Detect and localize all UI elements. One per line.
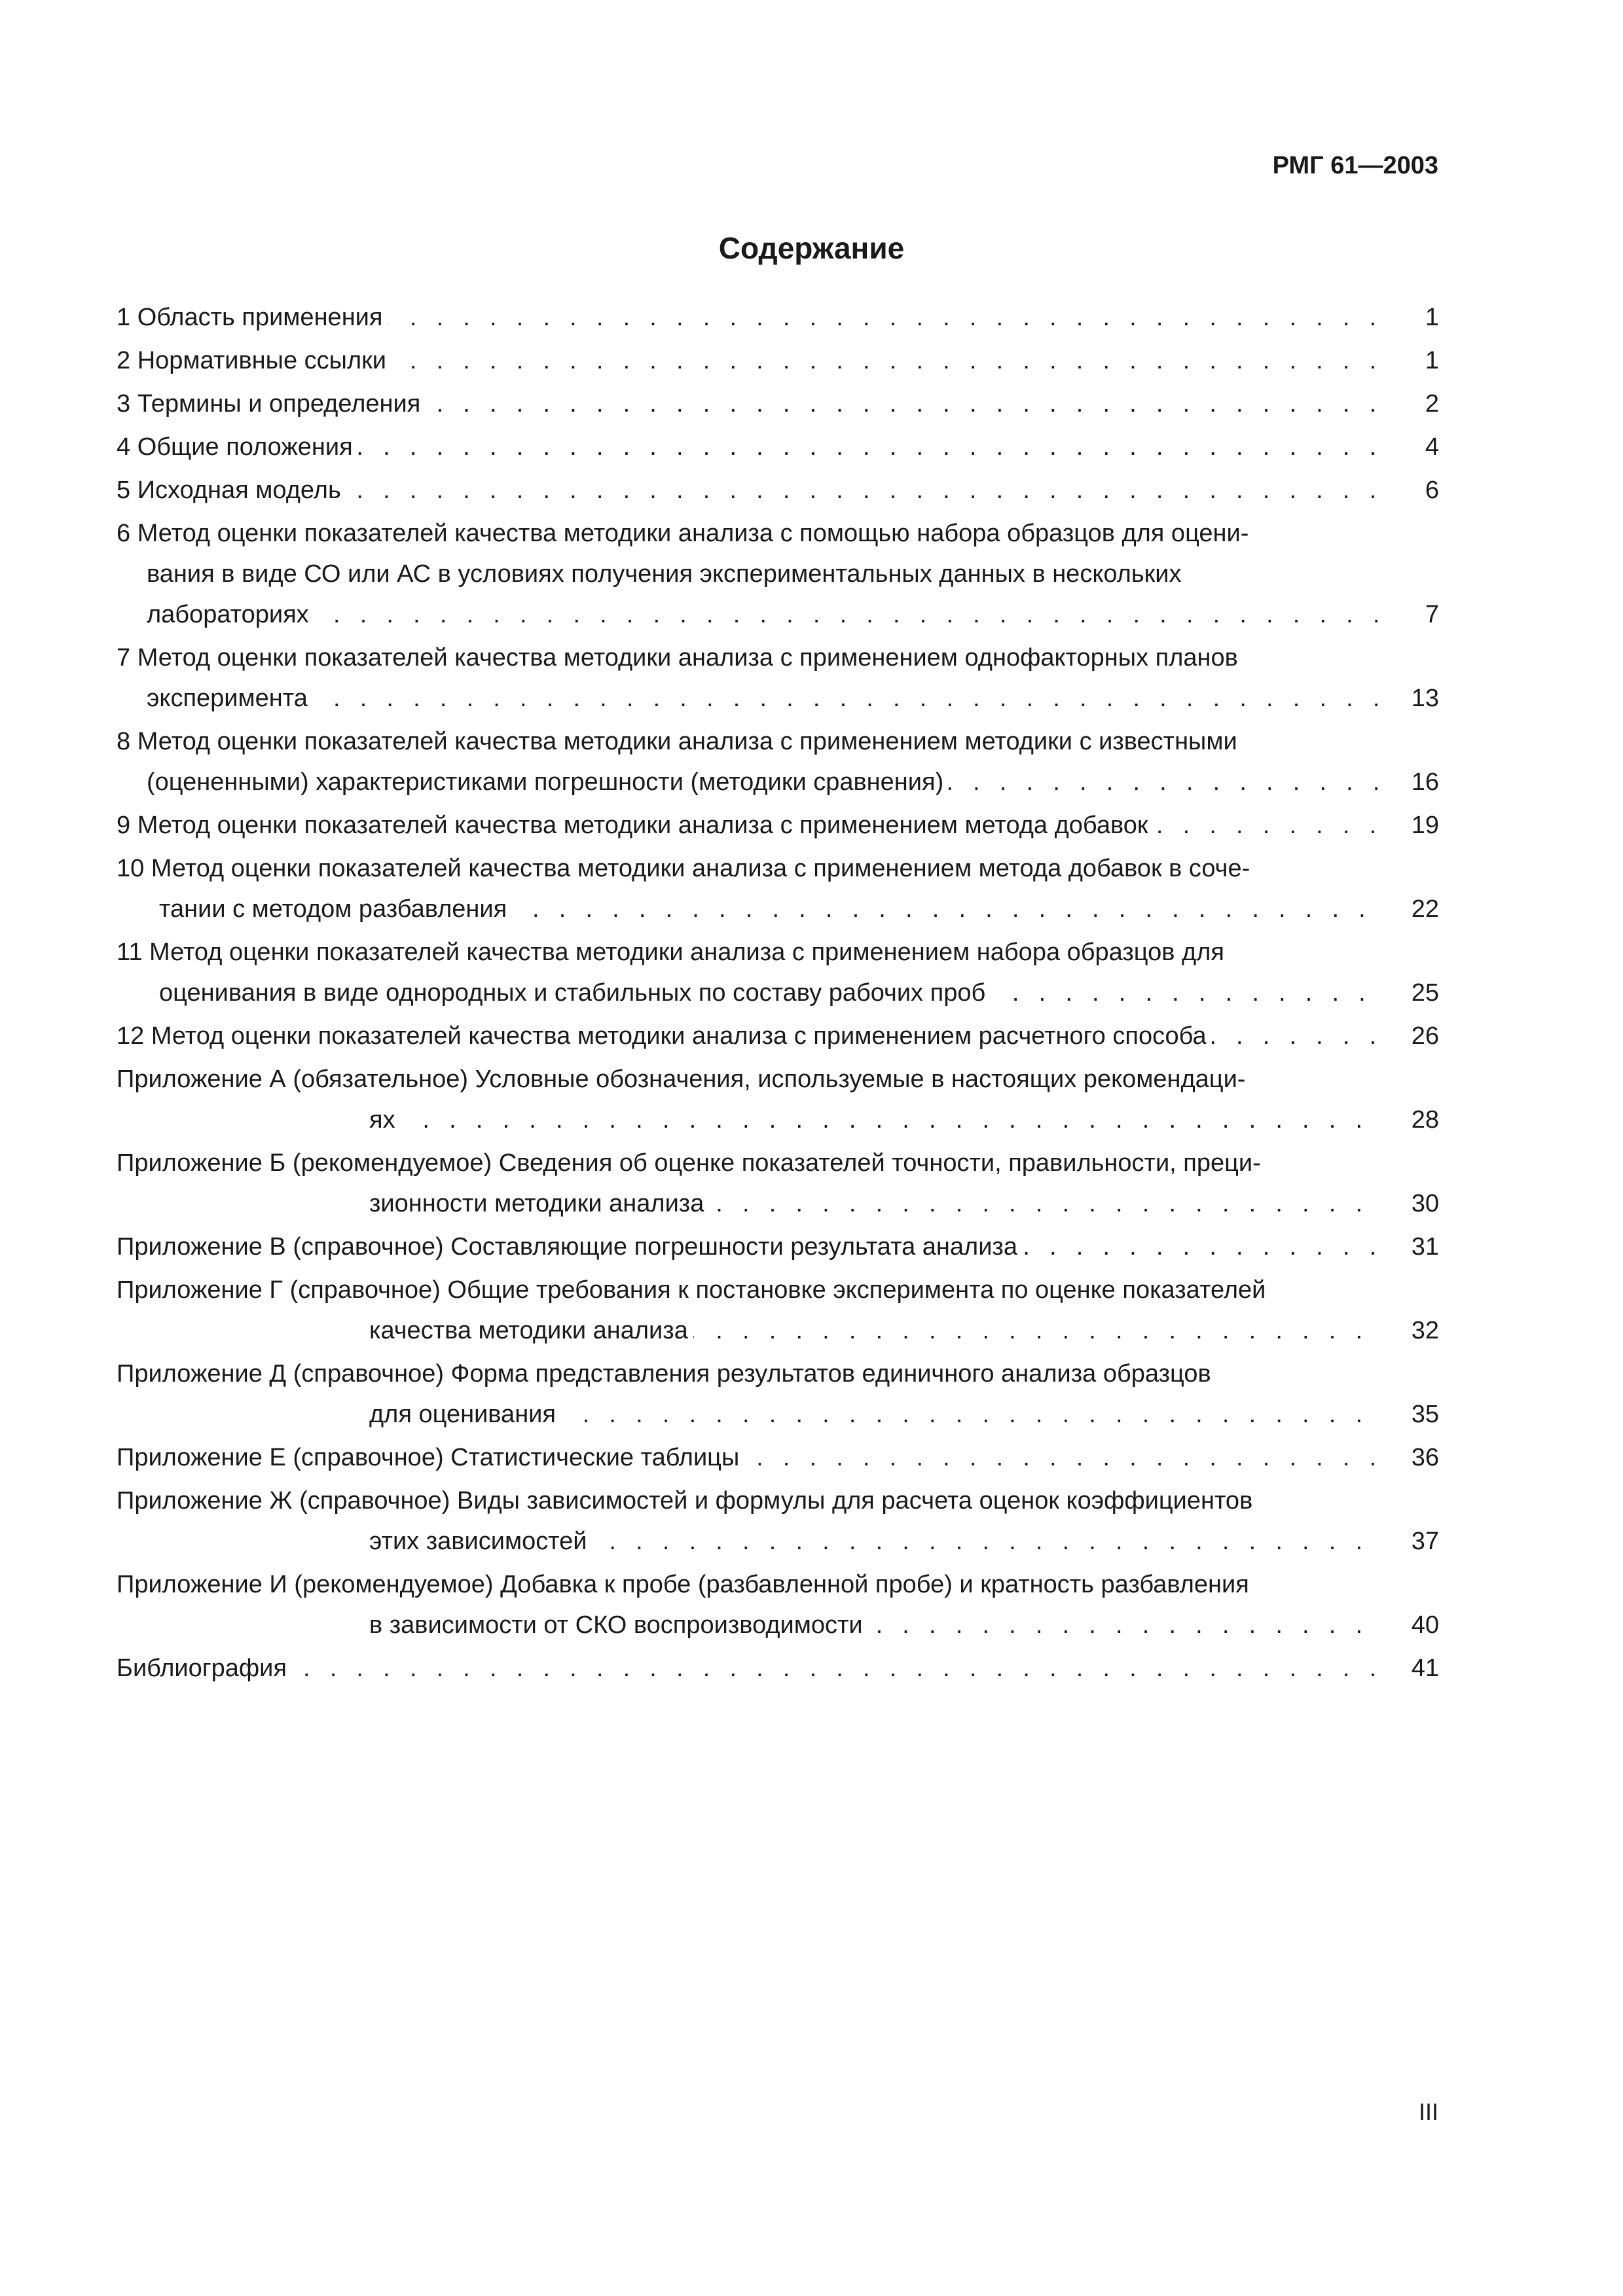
toc-page-number: 26	[1393, 1016, 1439, 1056]
toc-page-number: 16	[1393, 762, 1439, 802]
toc-entry[interactable]	[117, 1016, 1439, 1056]
toc-line: (оцененными) характеристиками погрешности (методики сравнения)	[147, 762, 949, 802]
toc-line: Приложение Ж (справочное) Виды зависимостей и формулы для расчета оценок коэффициентов	[117, 1487, 1253, 1515]
toc-page-number: 13	[1393, 678, 1439, 719]
toc-entry[interactable]	[117, 340, 1439, 381]
toc-entry[interactable]	[117, 513, 1439, 635]
toc-line: качества методики анализа	[369, 1310, 693, 1351]
toc-line: 12 Метод оценки показателей качества методики анализа с применением расчетного способа	[117, 1016, 1212, 1056]
toc-line: 10 Метод оценки показателей качества методики анализа с применением метода добавок в соче-	[117, 855, 1250, 882]
toc-entry[interactable]	[117, 384, 1439, 424]
toc-entry[interactable]	[117, 848, 1439, 929]
page-number: III	[1418, 2098, 1438, 2125]
toc-entry[interactable]	[117, 1354, 1439, 1435]
toc-entry[interactable]	[117, 721, 1439, 802]
toc-entry[interactable]	[117, 1480, 1439, 1562]
toc-page-number: 37	[1393, 1521, 1439, 1562]
toc-page-number: 6	[1393, 470, 1439, 511]
toc-page-number: 1	[1393, 340, 1439, 381]
toc-page-number: 2	[1393, 384, 1439, 424]
dot-leader	[369, 1100, 1384, 1140]
toc-entry[interactable]	[117, 1648, 1439, 1689]
toc-page-number: 22	[1393, 889, 1439, 929]
dot-leader	[147, 594, 1384, 635]
toc-line: тании с методом разбавления	[159, 889, 512, 929]
toc-entry[interactable]	[117, 805, 1439, 846]
toc-page-number: 1	[1393, 297, 1439, 338]
toc-line: Приложение А (обязательное) Условные обозначения, используемые в настоящих рекомендаци-	[117, 1066, 1246, 1093]
toc-page-number: 31	[1393, 1227, 1439, 1267]
toc-line: 1 Область применения	[117, 297, 388, 338]
toc-line: 9 Метод оценки показателей качества методики анализа с применением метода добавок	[117, 805, 1153, 846]
toc-page-number: 7	[1393, 594, 1439, 635]
toc-line: Приложение Е (справочное) Статистические таблицы	[117, 1437, 744, 1478]
toc-line: оценивания в виде однородных и стабильных по составу рабочих проб	[159, 973, 991, 1013]
toc-line: 7 Метод оценки показателей качества методики анализа с применением однофакторных планов	[117, 644, 1238, 672]
toc-line: вания в виде СО или АС в условиях получения экспериментальных данных в нескольких	[147, 560, 1182, 588]
toc-entry[interactable]	[117, 470, 1439, 511]
toc-line: 2 Нормативные ссылки	[117, 340, 392, 381]
toc-line: 5 Исходная модель	[117, 470, 346, 511]
toc-page-number: 19	[1393, 805, 1439, 846]
toc-page-number: 25	[1393, 973, 1439, 1013]
toc-line: ях	[369, 1100, 401, 1140]
dot-leader	[147, 678, 1384, 719]
toc-entry[interactable]	[117, 1227, 1439, 1267]
toc-page-number: 41	[1393, 1648, 1439, 1689]
toc-line: для оценивания	[369, 1394, 561, 1435]
toc-title: Содержание	[718, 231, 905, 265]
toc-page-number: 28	[1393, 1100, 1439, 1140]
table-of-contents	[117, 297, 1439, 1691]
toc-page-number: 35	[1393, 1394, 1439, 1435]
toc-line: Приложение Д (справочное) Форма представления результатов единичного анализа образцов	[117, 1360, 1211, 1388]
toc-entry-text	[117, 1016, 1384, 1056]
toc-line: Приложение Б (рекомендуемое) Сведения об оценке показателей точности, правильности, преци-	[117, 1149, 1261, 1177]
toc-line: Библиография	[117, 1648, 292, 1689]
toc-line: Приложение И (рекомендуемое) Добавка к пробе (разбавленной пробе) и кратность разбавления	[117, 1571, 1249, 1598]
toc-line: лабораториях	[147, 594, 314, 635]
toc-entry[interactable]	[117, 637, 1439, 719]
toc-line: этих зависимостей	[369, 1521, 593, 1562]
toc-line: 11 Метод оценки показателей качества методики анализа с применением набора образцов для	[117, 939, 1224, 966]
toc-line: 6 Метод оценки показателей качества методики анализа с помощью набора образцов для оцени-	[117, 520, 1249, 547]
toc-entry[interactable]	[117, 1059, 1439, 1140]
toc-page-number: 4	[1393, 427, 1439, 467]
dot-leader	[117, 1648, 1384, 1689]
toc-line: 4 Общие положения	[117, 427, 358, 467]
toc-entry[interactable]	[117, 1564, 1439, 1645]
toc-entry[interactable]	[117, 1143, 1439, 1224]
toc-line: в зависимости от СКО воспроизводимости	[369, 1605, 868, 1645]
toc-entry[interactable]	[117, 1270, 1439, 1351]
toc-page-number: 36	[1393, 1437, 1439, 1478]
document-designation: РМГ 61—2003	[1272, 152, 1438, 179]
toc-page-number: 40	[1393, 1605, 1439, 1645]
toc-entry[interactable]	[117, 932, 1439, 1013]
toc-entry[interactable]	[117, 427, 1439, 467]
toc-line: зионности методики анализа	[369, 1183, 709, 1224]
toc-line: 8 Метод оценки показателей качества методики анализа с применением методики с известными	[117, 728, 1237, 755]
toc-page-number: 32	[1393, 1310, 1439, 1351]
toc-page-number: 30	[1393, 1183, 1439, 1224]
toc-line: Приложение В (справочное) Составляющие погрешности результата анализа	[117, 1227, 1023, 1267]
toc-line: 3 Термины и определения	[117, 384, 426, 424]
toc-entry[interactable]	[117, 297, 1439, 338]
toc-entry[interactable]	[117, 1437, 1439, 1478]
toc-line: эксперимента	[147, 678, 313, 719]
toc-line: Приложение Г (справочное) Общие требования к постановке эксперимента по оценке показателей	[117, 1276, 1266, 1304]
